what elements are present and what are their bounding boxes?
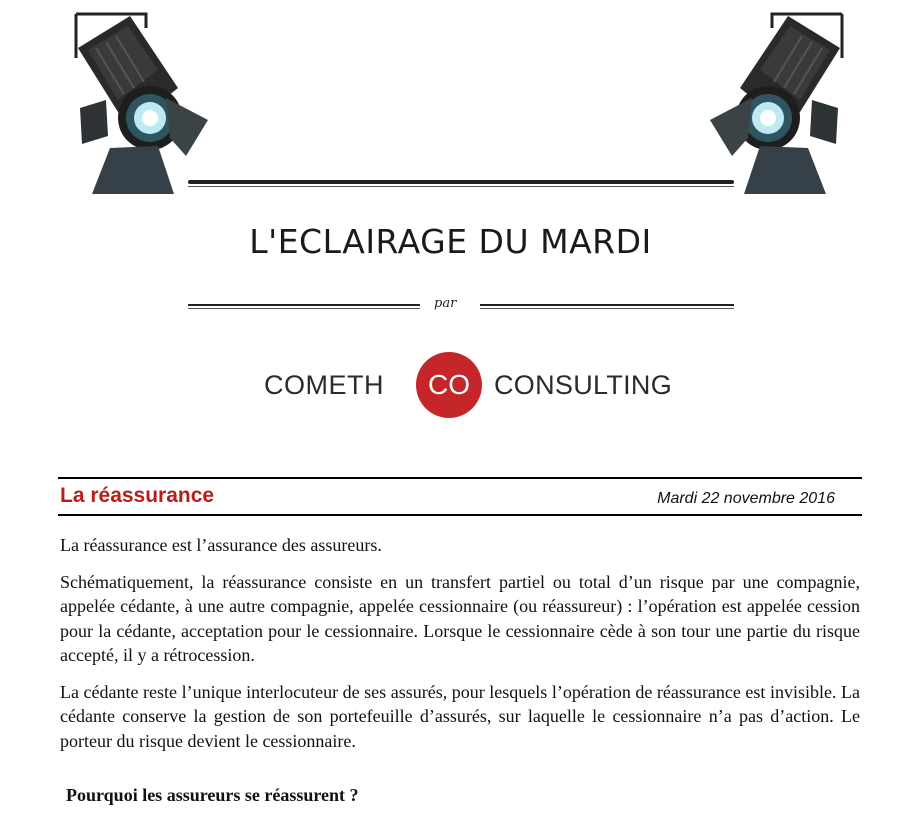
byline-text: par	[434, 296, 457, 311]
cometh-consulting-logo	[264, 350, 684, 420]
article-paragraph: Schématiquement, la réassurance consiste en un transfert partiel ou total d’un risque par une compagnie, appelée cédante, à une autre compagnie, appelée cessionnaire (ou réassureur) : l’opération est appelée cession pour la cédante, acceptation pour le cessionnaire. Lorsque le cessionnaire cède à son tour une partie du risque accepté, il y a rétrocession.	[60, 571, 860, 665]
banner-title: L'ECLAIRAGE DU MARDI	[249, 222, 652, 261]
article-body	[60, 533, 860, 765]
article-paragraph: La réassurance est l’assurance des assureurs.	[60, 535, 382, 555]
section-question-heading: Pourquoi les assureurs se réassurent ?	[66, 785, 359, 805]
byline-rule-right	[480, 304, 734, 306]
article-title: La réassurance	[60, 484, 215, 507]
article-paragraph: La cédante reste l’unique interlocuteur de ses assurés, pour lesquels l’opération de réassurance est invisible. La cédante conserve la gestion de son portefeuille d’assurés, sur laquelle le cessionnaire n’a pas d’action. Le porteur du risque devient le cessionnaire.	[60, 681, 860, 751]
logo-text-right: CONSULTING	[494, 370, 673, 400]
banner-byline	[188, 296, 734, 316]
stage-spotlight-icon	[58, 8, 218, 198]
article-header-rule-top	[58, 477, 862, 479]
article-header-rule-bottom	[58, 514, 862, 516]
article-date: Mardi 22 novembre 2016	[657, 490, 835, 507]
stage-spotlight-icon	[700, 8, 860, 198]
logo-text-left: COMETH	[264, 370, 384, 400]
byline-rule-left	[188, 304, 420, 306]
banner-top-rule	[188, 180, 734, 184]
logo-circle-mark: CO	[416, 352, 482, 418]
